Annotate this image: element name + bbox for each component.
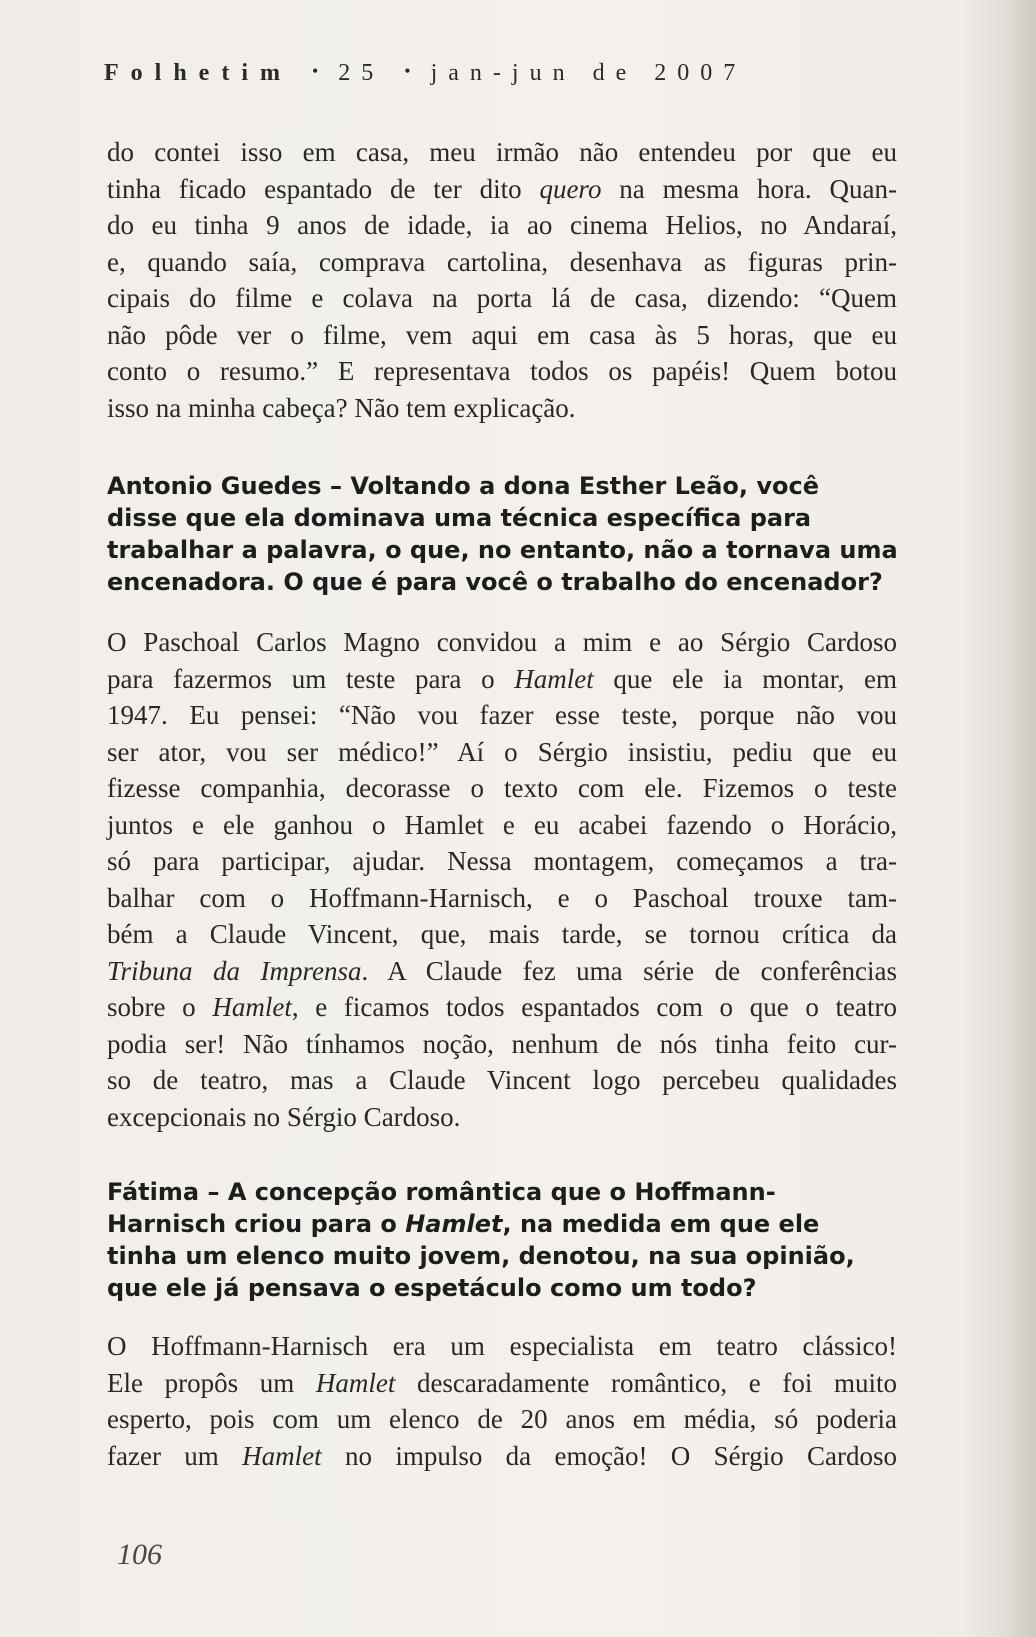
text-line: podia ser! Não tínhamos noção, nenhum de nós tinha feito cur- — [107, 1028, 897, 1059]
text-segment: , na medida em que ele — [502, 1210, 820, 1238]
emphasis-word: Hamlet — [315, 1367, 396, 1398]
text-line — [107, 1365, 897, 1402]
dash: – — [199, 1178, 228, 1206]
text-segment: tinha ficado espantado de ter dito — [107, 173, 540, 204]
emphasis-title: Tribuna da Imprensa — [107, 955, 362, 986]
emphasis-word: Hamlet — [514, 663, 594, 694]
text-line: juntos e ele ganhou o Hamlet e eu acabei fazendo o Horácio, — [107, 809, 897, 840]
emphasis-word: Hamlet — [212, 992, 292, 1022]
bullet-separator: • — [311, 61, 319, 81]
text-segment: Ele propôs um — [107, 1367, 316, 1398]
text-segment: fazer um — [107, 1440, 243, 1471]
text-line: esperto, pois com um elenco de 20 anos em média, só poderia — [107, 1404, 897, 1434]
emphasis-word: Hamlet — [242, 1440, 322, 1471]
text-line: cipais do filme e colava na porta lá de casa, dizendo: “Quem — [107, 283, 897, 313]
bullet-separator: • — [404, 61, 411, 81]
text-line: trabalhar a palavra, o que, no entanto, não a tornava uma — [107, 536, 898, 564]
text-segment: que ele ia montar, em — [593, 663, 897, 694]
text-line: bém a Claude Vincent, que, mais tarde, se tornou crítica da — [107, 919, 897, 949]
issue-date: jan-jun de 2007 — [430, 60, 747, 86]
text-line — [107, 989, 897, 1026]
text-line: so de teatro, mas a Claude Vincent logo percebeu qualidades — [107, 1065, 897, 1095]
answer-paragraph-1 — [107, 134, 897, 426]
text-segment: . A Claude fez uma série de conferências — [361, 955, 897, 986]
text-line — [107, 1208, 897, 1240]
text-line: encenadora. O que é para você o trabalho do encenador? — [107, 568, 883, 596]
text-line: do contei isso em casa, meu irmão não entendeu por que eu — [107, 137, 897, 167]
interview-question-2 — [107, 1176, 897, 1304]
text-line: excepcionais no Sérgio Cardoso. — [107, 1101, 461, 1132]
text-segment: no impulso da emoção! O Sérgio Cardoso — [321, 1440, 898, 1471]
speaker-name: Antonio Guedes — [107, 472, 322, 500]
text-segment: Harnisch criou para o — [107, 1210, 406, 1238]
text-line: conto o resumo.” E representava todos os papéis! Quem botou — [107, 356, 897, 386]
text-line — [107, 1176, 897, 1208]
dash: – — [321, 472, 351, 500]
journal-title: Folhetim — [104, 60, 292, 86]
text-segment: para fazermos um teste para o — [107, 663, 515, 694]
text-line — [107, 470, 897, 502]
text-line: fizesse companhia, decorasse o texto com ele. Fizemos o teste — [107, 773, 897, 803]
speaker-name: Fátima — [107, 1178, 200, 1206]
text-line — [107, 953, 897, 990]
text-segment: na mesma hora. Quan- — [601, 173, 897, 204]
text-line: O Paschoal Carlos Magno convidou a mim e ao Sérgio Cardoso — [107, 627, 897, 657]
text-line: disse que ela dominava uma técnica específica para — [107, 504, 812, 532]
text-line: 1947. Eu pensei: “Não vou fazer esse teste, porque não vou — [107, 700, 897, 730]
text-segment: sobre o — [107, 992, 213, 1022]
answer-paragraph-3 — [107, 1328, 897, 1474]
text-line — [107, 1438, 897, 1475]
text-line: só para participar, ajudar. Nessa montagem, começamos a tra- — [107, 846, 897, 876]
interview-question-1 — [107, 470, 897, 598]
text-line: balhar com o Hoffmann-Harnisch, e o Paschoal trouxe tam- — [107, 882, 897, 913]
text-line: isso na minha cabeça? Não tem explicação. — [107, 392, 576, 423]
emphasis-word: Hamlet — [405, 1210, 503, 1238]
text-line: do eu tinha 9 anos de idade, ia ao cinema Helios, no Andaraí, — [107, 210, 897, 240]
page-number: 106 — [117, 1538, 162, 1571]
text-line: que ele já pensava o espetáculo como um todo? — [107, 1274, 757, 1302]
running-header — [104, 60, 904, 87]
text-segment: , e ficamos todos espantados com o que o teatro — [291, 992, 897, 1022]
answer-paragraph-2 — [107, 624, 897, 1135]
text-line — [107, 661, 897, 698]
text-line: tinha um elenco muito jovem, denotou, na sua opinião, — [107, 1242, 855, 1270]
text-segment: A concepção romântica que o Hoffmann- — [227, 1178, 776, 1206]
text-line: ser ator, vou ser médico!” Aí o Sérgio insistiu, pediu que eu — [107, 736, 897, 767]
issue-number: 25 — [338, 60, 385, 86]
text-segment: Voltando a dona Esther Leão, você — [350, 472, 819, 500]
text-segment: descaradamente romântico, e foi muito — [395, 1367, 897, 1398]
text-line: O Hoffmann-Harnisch era um especialista em teatro clássico! — [107, 1331, 897, 1361]
text-line: não pôde ver o filme, vem aqui em casa às 5 horas, que eu — [107, 319, 897, 350]
text-line: e, quando saía, comprava cartolina, desenhava as figuras prin- — [107, 246, 897, 277]
emphasis-word: quero — [539, 173, 602, 204]
text-line — [107, 171, 897, 208]
